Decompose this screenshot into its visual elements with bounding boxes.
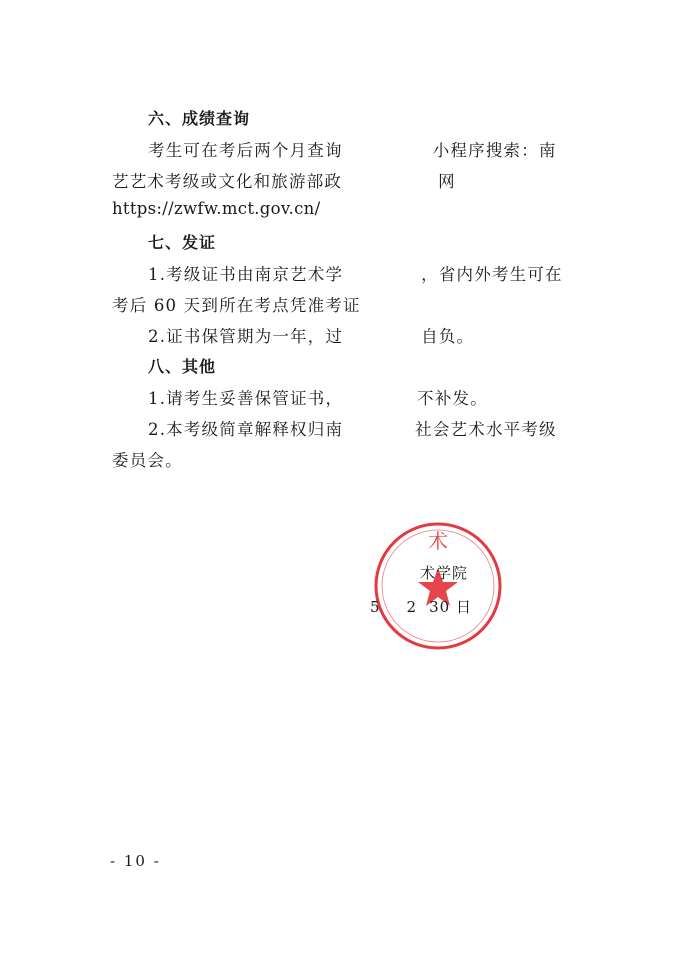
text-segment: 艺艺术考级或文化和旅游部政 — [112, 172, 343, 191]
section-8-text — [148, 385, 488, 409]
date-part: 5 — [370, 598, 381, 616]
section-8-heading: 八、其他 — [148, 357, 217, 376]
text-segment: 1.考级证书由南京艺术学 — [148, 265, 344, 284]
section-7-heading: 七、发证 — [148, 233, 217, 252]
text-segment: 考生可在考后两个月查询 — [148, 141, 343, 160]
section-6-heading: 六、成绩查询 — [148, 109, 251, 128]
text-segment: 网 — [438, 172, 456, 191]
section-6-url: https://zwfw.mct.gov.cn/ — [112, 199, 321, 218]
text-segment: 1.请考生妥善保管证书， — [148, 389, 344, 408]
official-seal — [372, 520, 504, 652]
section-8-text — [148, 416, 557, 440]
seal-character: 术 — [428, 529, 448, 553]
text-segment: 自负。 — [421, 327, 475, 346]
text-segment: 2.本考级简章解释权归南 — [148, 420, 344, 439]
text-segment: 不补发。 — [417, 389, 488, 408]
text-segment: 社会艺术水平考级 — [415, 420, 557, 439]
section-7-text — [148, 261, 563, 285]
section-7-text — [148, 323, 474, 347]
text-segment: 2.证书保管期为一年，过 — [148, 327, 344, 346]
text-segment: ，省内外考生可在 — [421, 265, 563, 284]
signature-date — [370, 596, 472, 617]
text-segment: 小程序搜索：南 — [432, 141, 557, 160]
section-7-text: 考后 60 天到所在考点凭准考证 — [112, 296, 361, 315]
section-6-text — [112, 168, 456, 192]
page-number: - 10 - — [110, 852, 161, 870]
section-8-text: 委员会。 — [112, 451, 183, 470]
date-part: 2 — [406, 598, 418, 616]
section-6-text — [148, 137, 557, 161]
date-part: 30 日 — [429, 598, 472, 616]
signature-org: 术学院 — [420, 564, 469, 582]
